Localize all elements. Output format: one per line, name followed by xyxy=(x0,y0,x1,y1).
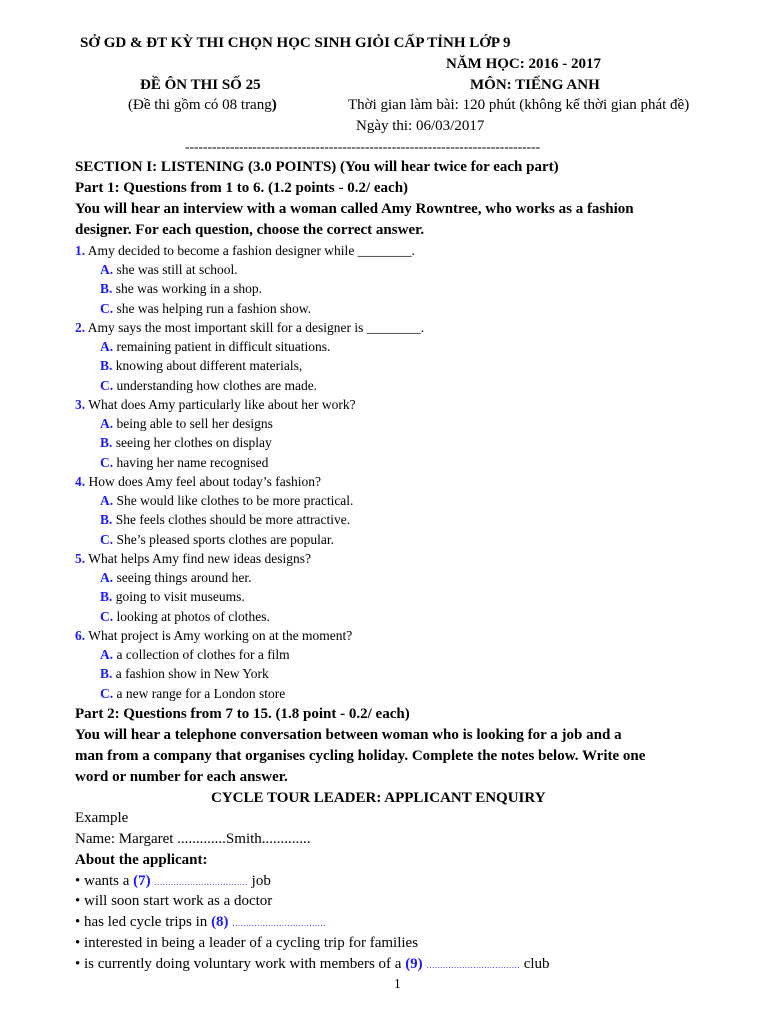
question-3-option-c: C. having her name recognised xyxy=(100,455,269,470)
question-2: 2. Amy says the most important skill for a designer is ________. xyxy=(75,320,425,335)
question-2-option-b: B. knowing about different materials, xyxy=(100,358,303,373)
part2-title: Part 2: Questions from 7 to 15. (1.8 point - 0.2/ each) xyxy=(75,706,410,722)
header-school-year: NĂM HỌC: 2016 - 2017 xyxy=(446,56,601,72)
question-4-option-a: A. She would like clothes to be more practical. xyxy=(100,493,354,508)
question-1-option-a: A. she was still at school. xyxy=(100,262,238,277)
question-1-option-b: B. she was working in a shop. xyxy=(100,281,262,296)
question-5-option-c: C. looking at photos of clothes. xyxy=(100,609,270,624)
question-2-option-a: A. remaining patient in difficult situations. xyxy=(100,339,331,354)
question-6-option-c: C. a new range for a London store xyxy=(100,686,286,701)
question-4-option-c: C. She’s pleased sports clothes are popular. xyxy=(100,532,334,547)
question-5: 5. What helps Amy find new ideas designs? xyxy=(75,551,311,566)
question-4-option-b: B. She feels clothes should be more attractive. xyxy=(100,512,351,527)
question-1: 1. Amy decided to become a fashion designer while ________. xyxy=(75,243,416,258)
header-subject: MÔN: TIẾNG ANH xyxy=(470,77,600,93)
question-6-option-a: A. a collection of clothes for a film xyxy=(100,647,290,662)
header-page-count: (Đề thi gồm có 08 trang) xyxy=(128,97,277,113)
part2-instruction-line-3: word or number for each answer. xyxy=(75,769,288,785)
header-divider: ------------------------------------------------------------------------------- xyxy=(185,139,541,154)
part2-instruction-line-2: man from a company that organises cycling holiday. Complete the notes below. Write one xyxy=(75,748,646,764)
part1-instruction-line-2: designer. For each question, choose the correct answer. xyxy=(75,222,425,238)
question-3-option-b: B. seeing her clothes on display xyxy=(100,435,272,450)
answer-blank-9[interactable]: .................................. xyxy=(426,960,520,970)
note-item-doctor: • will soon start work as a doctor xyxy=(75,893,273,909)
question-6: 6. What project is Amy working on at the moment? xyxy=(75,628,353,643)
example-name-line: Name: Margaret .............Smith............. xyxy=(75,831,311,847)
question-3: 3. What does Amy particularly like about her work? xyxy=(75,397,356,412)
answer-blank-8[interactable]: .................................. xyxy=(232,918,326,928)
note-item-9: • is currently doing voluntary work with members of a (9) .................................. club xyxy=(75,956,550,972)
question-6-option-b: B. a fashion show in New York xyxy=(100,666,269,681)
question-5-option-a: A. seeing things around her. xyxy=(100,570,252,585)
question-4: 4. How does Amy feel about today’s fashion? xyxy=(75,474,321,489)
header-exam-number: ĐỀ ÔN THI SỐ 25 xyxy=(140,77,261,93)
answer-blank-7[interactable]: .................................. xyxy=(154,877,248,887)
note-item-families: • interested in being a leader of a cycling trip for families xyxy=(75,935,419,951)
header-school-exam: SỞ GD & ĐT KỲ THI CHỌN HỌC SINH GIỎI CẤP TỈNH LỚP 9 xyxy=(80,35,511,51)
part2-instruction-line-1: You will hear a telephone conversation between woman who is looking for a job and a xyxy=(75,727,622,743)
question-3-option-a: A. being able to sell her designs xyxy=(100,416,273,431)
header-duration: Thời gian làm bài: 120 phút (không kể thời gian phát đề) xyxy=(348,97,690,113)
question-1-option-c: C. she was helping run a fashion show. xyxy=(100,301,311,316)
page-number: 1 xyxy=(394,976,401,991)
part1-title: Part 1: Questions from 1 to 6. (1.2 points - 0.2/ each) xyxy=(75,180,409,196)
about-applicant-heading: About the applicant: xyxy=(75,852,208,868)
question-5-option-b: B. going to visit museums. xyxy=(100,589,245,604)
note-item-8: • has led cycle trips in (8) .................................. xyxy=(75,914,326,930)
header-exam-date: Ngày thi: 06/03/2017 xyxy=(356,118,485,134)
question-2-option-c: C. understanding how clothes are made. xyxy=(100,378,318,393)
note-item-7: • wants a (7) .................................. job xyxy=(75,873,271,889)
section-title: SECTION I: LISTENING (3.0 POINTS) (You will hear twice for each part) xyxy=(75,159,559,175)
notes-heading: CYCLE TOUR LEADER: APPLICANT ENQUIRY xyxy=(211,790,546,806)
example-label: Example xyxy=(75,810,129,826)
part1-instruction-line-1: You will hear an interview with a woman called Amy Rowntree, who works as a fashion xyxy=(75,201,634,217)
